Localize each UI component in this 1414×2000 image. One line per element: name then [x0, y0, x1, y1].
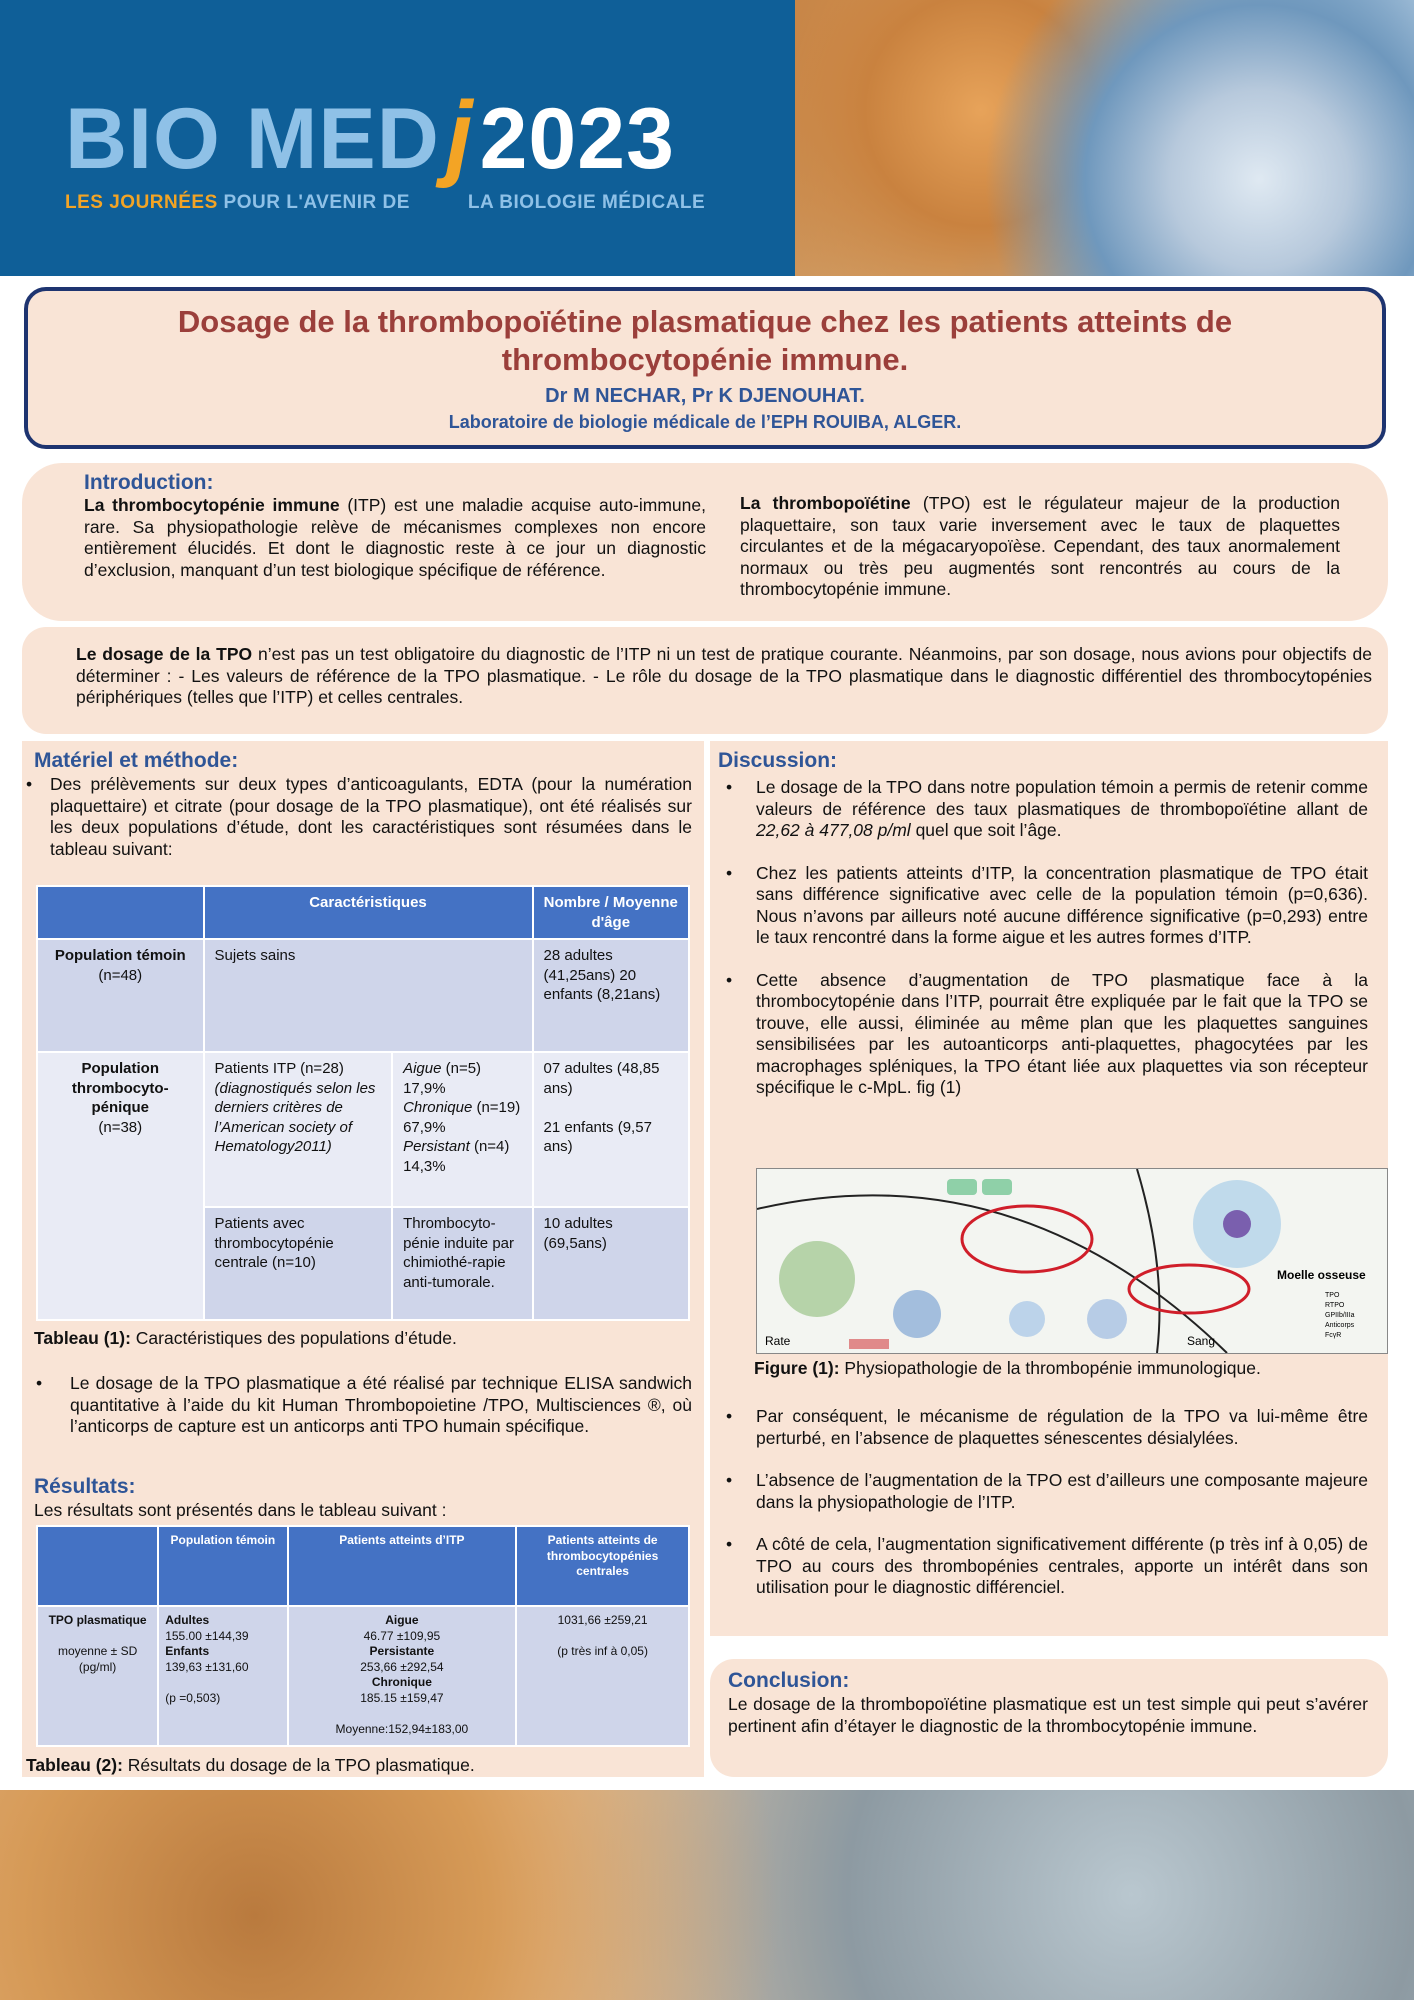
megakaryocyte-nucleus [1223, 1210, 1251, 1238]
poster-title: Dosage de la thrombopoïétine plasmatique chez les patients atteints de thrombocytopénie immune. [177, 304, 1233, 377]
conclusion-panel [710, 1659, 1388, 1777]
form-chronique-val: (n=19) 67,9% [403, 1099, 521, 1136]
cd4-box-1 [947, 1179, 977, 1195]
results-intro: Les résultats sont présentés dans le tableau suivant : [34, 1500, 447, 1520]
t1-row3-characteristics: Patients avec thrombocytopénie centrale (n=10) [204, 1207, 393, 1320]
methods-bullet-1: • Des prélèvements sur deux types d’anticoagulants, EDTA (pour la numération plaquettaire) et citrate (pour dosage de la TPO plasmatique), ont été réalisés sur les deux populations d’étude, dont les caractéristiques sont résumées dans le tableau suivant: [22, 774, 692, 860]
table-1-caption-bold: Tableau (1): [34, 1328, 131, 1348]
t2-itp-aigue-val: 46.77 ±109,95 [363, 1628, 441, 1643]
t2-pop-enfants: Enfants [165, 1644, 210, 1658]
t2-pop-p: (p =0,503) [165, 1690, 221, 1705]
discussion-bullet-5: • L’absence de l’augmentation de la TPO est d’ailleurs une composante majeure dans la physiopathologie de l’ITP. [722, 1470, 1368, 1513]
t1-header-count: Nombre / Moyenne d'âge [533, 886, 690, 939]
discussion-bullet-6: • A côté de cela, l’augmentation significativement différente (p très inf à 0,05) de TPO au cours des thrombopénies centrales, apporte un intérêt dans son utilisation pour le diagnostic différenciel. [722, 1534, 1368, 1599]
introduction-panel [22, 463, 1388, 621]
affiliation: Laboratoire de biologie médicale de l’EPH ROUIBA, ALGER. [448, 412, 962, 432]
t2-itp-chron: Chronique [371, 1675, 432, 1689]
t2-pop-enfants-val: 139,63 ±131,60 [165, 1659, 249, 1674]
t2-header-population: Population témoin [158, 1526, 287, 1606]
t1-row2-n: (n=38) [98, 1118, 143, 1136]
objectives-rest: n’est pas un test obligatoire du diagnostic de l’ITP ni un test de pratique courante. Néanmoins, par son dosage, nous avions pour objectifs de déterminer : - Les valeurs de référence de la TPO plasmatique. - Le rôle du dosage de la TPO plasmatique dans le diagnostic différentiel des thrombocytopénies périphériques (telles que l’ITP) et celles centrales. [76, 644, 1372, 707]
t1-row1-characteristics: Sujets sains [204, 939, 533, 1052]
introduction-right-text [740, 493, 1340, 601]
conclusion-heading: Conclusion: [728, 1669, 850, 1692]
objectives-text [76, 644, 1372, 709]
methods-heading: Matériel et méthode: [34, 749, 239, 772]
logo-sub-1: LES JOURNÉES [65, 192, 218, 213]
t2-central-cell [516, 1606, 689, 1746]
figure-1-diagram [756, 1168, 1388, 1354]
methods-list-2 [32, 1373, 692, 1438]
table-1-caption-rest: Caractéristiques des populations d’étude. [130, 1328, 457, 1348]
macrophage-cell [779, 1241, 855, 1317]
discussion-bullet-3: • Cette absence d’augmentation de TPO plasmatique face à la thrombocytopénie dans l’ITP, pourrait être expliquée par le fait que la TPO se trouve, elle aussi, éliminée au même plan que les plaquettes sanguines sensibilisées par les autoanticorps anti-plaquettes, phagocytées par les macrophages spléniques, la TPO étant liée aux plaquettes via son récepteur spécifique le c-MpL. fig (1) [722, 970, 1368, 1099]
objectives-panel [22, 627, 1388, 734]
t2-population-cell [158, 1606, 287, 1746]
figure-1-caption-bold: Figure (1): [754, 1358, 840, 1378]
table-2 [36, 1525, 690, 1747]
t1-row2-count-b: 21 enfants (9,57 ans) [543, 1118, 652, 1155]
t2-itp-chron-val: 185.15 ±159,47 [360, 1690, 444, 1705]
discussion-bullet-1 [722, 777, 1368, 842]
t1-row2-count-a: 07 adultes (48,85 ans) [543, 1060, 660, 1097]
cd4-box-2 [982, 1179, 1012, 1195]
form-chronique: Chronique [403, 1099, 473, 1116]
figure-legend-0: TPO [1325, 1292, 1340, 1299]
logo-sub-2: POUR L'AVENIR DE [217, 192, 410, 213]
header-banner [0, 0, 1414, 276]
t2-pop-adultes: Adultes [165, 1613, 210, 1627]
t1-row3-form: Thrombocyto-pénie induite par chimiothé-rapie anti-tumorale. [392, 1207, 532, 1320]
logo-sub-3: LA BIOLOGIE MÉDICALE [467, 192, 706, 213]
t1-row2-population [37, 1052, 204, 1320]
table-2-caption-rest: Résultats du dosage de la TPO plasmatique. [122, 1755, 475, 1775]
figure-legend-4: FcγR [1325, 1332, 1342, 1339]
t2-itp-moyenne: Moyenne:152,94±183,00 [335, 1721, 469, 1736]
plasmocyte-cell [893, 1290, 941, 1338]
discussion-list-2 [722, 1406, 1368, 1599]
t2-central-p: (p très inf à 0,05) [557, 1644, 648, 1658]
disc-b1-range: 22,62 à 477,08 p/ml [756, 820, 911, 840]
figure-label-sang: Sang [1187, 1334, 1216, 1348]
t2-row-label [37, 1606, 158, 1746]
t2-header-central: Patients atteints de thrombocytopénies centrales [516, 1526, 689, 1606]
t2-header-itp: Patients atteints d’ITP [288, 1526, 517, 1606]
figure-1-svg [757, 1169, 1387, 1353]
discussion-bullet-2: • Chez les patients atteints d’ITP, la concentration plasmatique de TPO était sans différence significative avec celle de la population témoin (p=0,636). Nous n’avons par ailleurs noté aucune différence significative (p=0,293) entre le taux rencontré dans la forme aigue et les autres formes d’ITP. [722, 863, 1368, 949]
figure-legend-2: GPIIb/IIIa [1325, 1312, 1355, 1319]
figure-1-caption [754, 1358, 1261, 1380]
form-aigue-val: (n=5) 17,9% [403, 1060, 482, 1097]
th-cell [1009, 1301, 1045, 1337]
t2-itp-pers: Persistante [369, 1644, 435, 1658]
table-2-caption [26, 1755, 475, 1777]
macrophage2-cell [1087, 1299, 1127, 1339]
footer-banner [0, 1790, 1414, 2000]
t1-row2-char-b: (diagnostiqués selon les derniers critères de l’American society of Hematology2011) [214, 1079, 376, 1155]
figure-label-rate: Rate [765, 1334, 791, 1348]
table-1-caption [34, 1328, 457, 1350]
t1-header-blank [37, 886, 204, 939]
results-heading: Résultats: [34, 1475, 136, 1498]
biomed-logo [65, 82, 706, 214]
t1-header-characteristics: Caractéristiques [204, 886, 533, 939]
t2-itp-cell [288, 1606, 517, 1746]
introduction-left-text [84, 495, 706, 581]
form-persistant-val: (n=4) 14,3% [403, 1138, 510, 1175]
title-box [24, 287, 1386, 449]
intro-right-rest: (TPO) est le régulateur majeur de la production plaquettaire, son taux varie inversement avec le taux de plaquettes circulantes et de la mégacaryopoïèse. Cependant, des taux anormalement normaux ou très peu augmentés sont rencontrés au cours de la thrombocytopénie immune. [740, 493, 1341, 599]
conclusion-text: Le dosage de la thrombopoïétine plasmatique est un test simple qui peut s’avérer pertinent afin d’étayer le diagnostic de la thrombocytopénie immune. [728, 1694, 1368, 1736]
figure-1-caption-rest: Physiopathologie de la thrombopénie immunologique. [839, 1358, 1261, 1378]
objectives-bold: Le dosage de la TPO [76, 644, 253, 664]
methods-bullet-2: • Le dosage de la TPO plasmatique a été réalisé par technique ELISA sandwich quantitative à l’aide du kit Human Thrombopoietine /TPO, Multisciences ®, où l’anticorps de capture est un anticorps anti TPO humain spécifique. [32, 1373, 692, 1438]
t1-row2-forms [392, 1052, 532, 1207]
introduction-heading: Introduction: [84, 471, 214, 494]
t1-row3-count: 10 adultes (69,5ans) [533, 1207, 690, 1320]
t2-row-label-b: moyenne ± SD (pg/ml) [57, 1644, 138, 1674]
t1-row1-count: 28 adultes (41,25ans) 20 enfants (8,21ans) [533, 939, 690, 1052]
discussion-bullet-4: • Par conséquent, le mécanisme de régulation de la TPO va lui-même être perturbé, en l’absence de plaquettes sénescentes désialylées. [722, 1406, 1368, 1449]
t2-row-label-a: TPO plasmatique [48, 1613, 147, 1627]
discussion-list-1 [722, 777, 1368, 1099]
header-photo [795, 0, 1414, 276]
t2-central-val: 1031,66 ±259,21 [557, 1613, 648, 1627]
intro-left-bold: La thrombocytopénie immune [84, 495, 340, 515]
table-2-caption-bold: Tableau (2): [26, 1755, 123, 1775]
figure-legend-3: Anticorps [1325, 1322, 1355, 1329]
table-1 [36, 885, 690, 1321]
logo-text: BIO MED [65, 91, 440, 187]
t1-row2-pop-label: Population thrombocyto-pénique [71, 1060, 169, 1116]
t1-row2-char-a: Patients ITP (n=28) [214, 1060, 344, 1077]
t2-header-blank [37, 1526, 158, 1606]
t1-row1-pop-label: Population témoin [54, 947, 186, 964]
figure-legend-1: RTPO [1325, 1302, 1345, 1309]
methods-results-panel [22, 741, 704, 1777]
figure-label-moelle: Moelle osseuse [1277, 1268, 1366, 1282]
form-persistant: Persistant [403, 1138, 470, 1155]
authors: Dr M NECHAR, Pr K DJENOUHAT. [545, 385, 865, 407]
t1-row2-characteristics [204, 1052, 393, 1207]
treg-box [849, 1339, 889, 1349]
discussion-heading: Discussion: [718, 749, 838, 772]
t2-itp-pers-val: 253,66 ±292,54 [360, 1659, 444, 1674]
form-aigue: Aigue [403, 1060, 442, 1077]
t2-pop-adultes-val: 155.00 ±144,39 [165, 1628, 249, 1643]
disc-b1-post: quel que soit l’âge. [910, 820, 1062, 840]
t1-row1-population [37, 939, 204, 1052]
t1-row1-n: (n=48) [98, 966, 143, 984]
t1-row2-count [533, 1052, 690, 1207]
t2-itp-aigue: Aigue [385, 1613, 419, 1627]
intro-right-bold: La thrombopoïétine [740, 493, 911, 513]
logo-year: 2023 [479, 91, 675, 187]
methods-list-1 [22, 774, 692, 860]
intro-left-rest: (ITP) est une maladie acquise auto-immune, rare. Sa physiopathologie relève de mécanismes complexes non encore entièrement élucidés. Et dont le diagnostic reste à ce jour un diagnostic d’exclusion, manquant d’un test biologique spécifique de référence. [84, 495, 706, 580]
logo-j: j [445, 82, 474, 189]
disc-b1-pre: Le dosage de la TPO dans notre population témoin a permis de retenir comme valeurs de référence des taux plasmatiques de thrombopoïétine allant de [756, 777, 1368, 819]
